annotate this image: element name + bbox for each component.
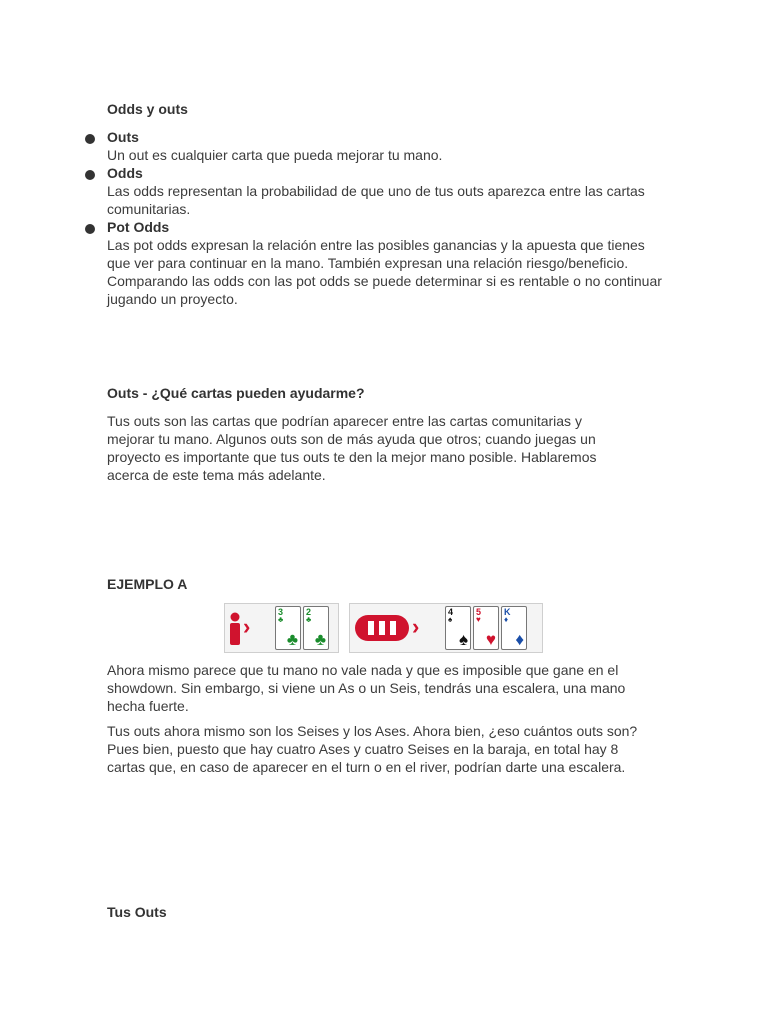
- card-rank: 2: [306, 607, 312, 617]
- definition-item-odds: [107, 164, 652, 218]
- heart-icon: ♥: [485, 630, 496, 649]
- desc-odds: Las odds representan la probabilidad de que uno de tus outs aparezca entre las cartas comunitarias.: [107, 183, 645, 217]
- section-title-outs: Outs - ¿Qué cartas pueden ayudarme?: [107, 385, 365, 401]
- card-rank: 3: [278, 607, 284, 617]
- bullet-icon: [85, 134, 95, 144]
- section-title-odds-y-outs: Odds y outs: [107, 101, 188, 117]
- term-odds: Odds: [107, 165, 143, 181]
- diamond-icon: ♦: [515, 630, 524, 649]
- definition-item-pot-odds: [107, 218, 663, 308]
- card-small-suit: ♦: [504, 615, 509, 624]
- card-rank: 5: [476, 607, 482, 617]
- card-small-suit: ♥: [476, 615, 481, 624]
- board-panel: [349, 603, 543, 653]
- definition-item-outs: [107, 128, 667, 164]
- example-paragraph-2: Tus outs ahora mismo son los Seises y los Ases. Ahora bien, ¿eso cuántos outs son? Pues bien, puesto que hay cuatro Ases y cuatro Seises en la baraja, en total hay 8 cartas que, en caso de aparecer en el turn o en el river, podrían darte una escalera.: [107, 723, 638, 775]
- hand-panel: [224, 603, 339, 653]
- spade-icon: ♠: [458, 630, 468, 649]
- hand-card-2: [303, 606, 329, 650]
- card-small-suit: ♣: [306, 615, 312, 624]
- term-pot-odds: Pot Odds: [107, 219, 170, 235]
- card-small-suit: ♣: [278, 615, 284, 624]
- board-cards-icon: [354, 614, 410, 642]
- card-small-suit: ♠: [448, 615, 453, 624]
- chevron-right-icon: ›: [412, 614, 420, 639]
- chevron-right-icon: ›: [243, 614, 251, 639]
- term-outs: Outs: [107, 129, 139, 145]
- card-rank: 4: [448, 607, 454, 617]
- outs-paragraph: Tus outs son las cartas que podrían aparecer entre las cartas comunitarias y mejorar tu mano. Algunos outs son de más ayuda que otros; cuando juegas un proyecto es importante que tus outs te den la mejor mano posible. Hablaremos acerca de este tema más adelante.: [107, 413, 597, 483]
- desc-outs: Un out es cualquier carta que pueda mejorar tu mano.: [107, 147, 443, 163]
- section-title-tus-outs: Tus Outs: [107, 904, 167, 920]
- bullet-icon: [85, 224, 95, 234]
- card-rank: K: [504, 607, 511, 617]
- board-card-3: [501, 606, 527, 650]
- example-paragraph-1: Ahora mismo parece que tu mano no vale nada y que es imposible que gane en el showdown. Sin embargo, si viene un As o un Seis, tendrás una escalera, una mano hecha fuerte.: [107, 662, 626, 714]
- club-icon: ♣: [286, 630, 298, 649]
- hand-card-1: [275, 606, 301, 650]
- bullet-icon: [85, 170, 95, 180]
- example-a-illustration: [224, 603, 544, 653]
- player-icon: [228, 612, 242, 646]
- board-card-1: [445, 606, 471, 650]
- board-card-2: [473, 606, 499, 650]
- club-icon: ♣: [314, 630, 326, 649]
- desc-pot-odds: Las pot odds expresan la relación entre las posibles ganancias y la apuesta que tienes que ver para continuar en la mano. También expresan una relación riesgo/beneficio. Comparando las odds con las pot odds se puede determinar si es rentable o no continuar jugando un proyecto.: [107, 237, 662, 307]
- section-title-ejemplo-a: EJEMPLO A: [107, 576, 188, 592]
